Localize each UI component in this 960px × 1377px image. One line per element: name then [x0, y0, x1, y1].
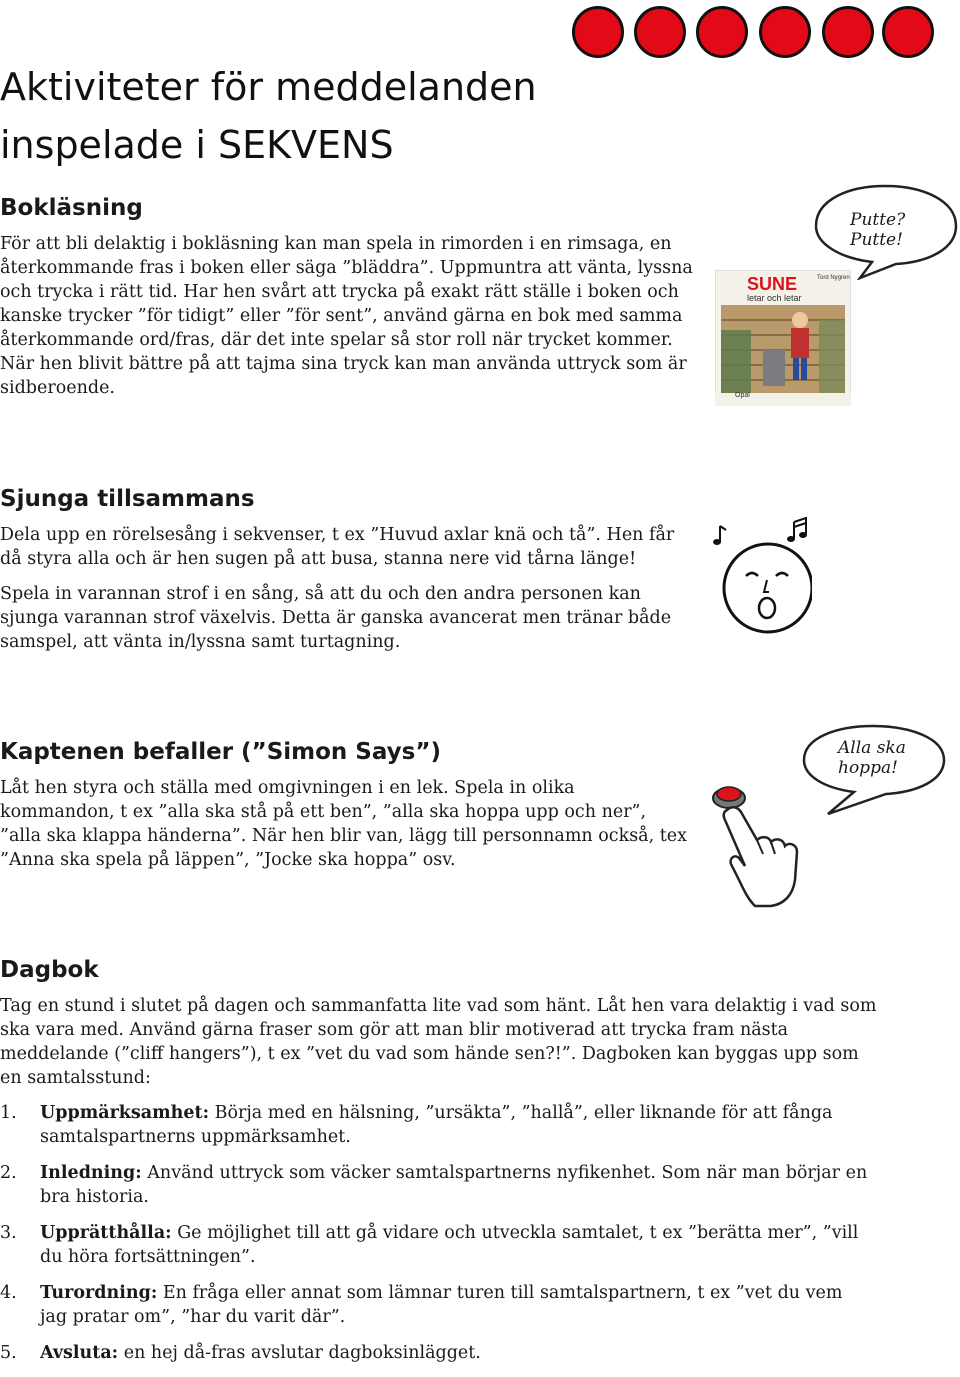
sequence-dots-icon: [572, 6, 942, 62]
book-title: SUNE: [747, 274, 798, 294]
bubble-line: Putte!: [850, 230, 903, 250]
list-item: [0, 1101, 870, 1149]
step-text: en hej då-fras avslutar dagboksinlägget.: [118, 1343, 481, 1363]
step-term: Inledning:: [40, 1163, 142, 1183]
step-number: 4.: [0, 1283, 17, 1303]
section-text-kaptenen: Låt hen styra och ställa med omgivningen i en lek. Spela in olika kommandon, t ex ”alla ska stå på ett ben”, ”alla ska hoppa upp och ner”, ”alla ska klappa händerna”. När hen blir van, lägg till personnamn också, tex ”Anna ska spela på läppen”, ”Jocke ska hoppa” osv.: [0, 778, 688, 870]
book-subtitle: letar och letar: [747, 293, 802, 303]
step-term: Upprätthålla:: [40, 1223, 172, 1243]
speech-bubble-icon: [810, 182, 960, 280]
section-text-dagbok: Tag en stund i slutet på dagen och sammanfatta lite vad som hänt. Låt hen vara delaktig i vad som ska vara med. Använd gärna fraser som gör att man blir motiverad att trycka fram nästa meddelande (”cliff hangers”), t ex ”vet du vad som hände sen?!”. Dagboken kan byggas upp som en samtalsstund:: [0, 996, 877, 1088]
bubble-line: Alla ska: [838, 738, 906, 758]
step-term: Turordning:: [40, 1283, 158, 1303]
red-dot-icon: [696, 6, 748, 58]
list-item: [0, 1341, 870, 1365]
page-title: Aktiviteter för meddelanden inspelade i SEKVENS: [0, 65, 537, 167]
book-publisher: Opal: [735, 392, 750, 399]
list-item: [0, 1281, 870, 1329]
red-dot-icon: [822, 6, 874, 58]
steps-list: [0, 1101, 870, 1377]
red-dot-icon: [634, 6, 686, 58]
step-number: 1.: [0, 1103, 17, 1123]
step-number: 2.: [0, 1163, 17, 1183]
music-note-icon: [787, 518, 807, 542]
section-heading-boklasning: Bokläsning: [0, 195, 143, 221]
section-heading-kaptenen: Kaptenen befaller (”Simon Says”): [0, 739, 441, 765]
step-text: En fråga eller annat som lämnar turen till samtalspartnern, t ex ”vet du vem jag pratar om”, ”har du varit där”.: [40, 1283, 843, 1327]
section-heading-sjunga: Sjunga tillsammans: [0, 486, 255, 512]
section-text-sjunga-2: Spela in varannan strof i en sång, så att du och den andra personen kan sjunga varannan strof växelvis. Detta är ganska avancerat men tränar både samspel, att vänta in/lyssna samt turtagning.: [0, 584, 672, 652]
bubble-line: hoppa!: [838, 758, 898, 778]
red-dot-icon: [572, 6, 624, 58]
step-term: Uppmärksamhet:: [40, 1103, 210, 1123]
section-text-boklasning: För att bli delaktig i bokläsning kan man spela in rimorden i en rimsaga, en återkommande fras i boken eller säga ”bläddra”. Uppmuntra att vänta, lyssna och trycka i rätt tid. Har hen svårt att trycka på exakt rätt ställe i boken och kanske trycker ”för tidigt” eller ”för sent”, använd gärna en bok med samma återkommande ord/fras, där det inte spelar så stor roll när trycket kommer. När hen blivit bättre på att tajma sina tryck kan man använda uttryck som är sidberoende.: [0, 234, 693, 398]
book-cover-image: [715, 270, 851, 406]
speech-bubble-icon: [798, 722, 948, 818]
step-text: Börja med en hälsning, ”ursäkta”, ”hallå”, eller liknande för att fånga samtalspartnerns uppmärksamhet.: [40, 1103, 833, 1147]
list-item: [0, 1161, 870, 1209]
step-term: Avsluta:: [40, 1343, 119, 1363]
red-dot-icon: [759, 6, 811, 58]
list-item: [0, 1221, 870, 1269]
singing-face-icon: [712, 512, 812, 644]
step-number: 3.: [0, 1223, 17, 1243]
step-number: 5.: [0, 1343, 17, 1363]
red-dot-icon: [882, 6, 934, 58]
book-author: Tord Nygren: [817, 275, 850, 281]
step-text: Använd uttryck som väcker samtalspartnerns nyfikenhet. Som när man börjar en bra historia.: [40, 1163, 868, 1207]
section-heading-dagbok: Dagbok: [0, 957, 99, 983]
bubble-line: Putte?: [850, 210, 906, 230]
finger-press-button-icon: [705, 776, 810, 908]
section-text-sjunga-1: Dela upp en rörelsesång i sekvenser, t ex ”Huvud axlar knä och tå”. Hen får då styra alla och är hen sugen på att busa, stanna nere vid tårna länge!: [0, 525, 675, 569]
step-text: Ge möjlighet till att gå vidare och utveckla samtalet, t ex ”berätta mer”, ”vill du höra fortsättningen”.: [40, 1223, 859, 1267]
